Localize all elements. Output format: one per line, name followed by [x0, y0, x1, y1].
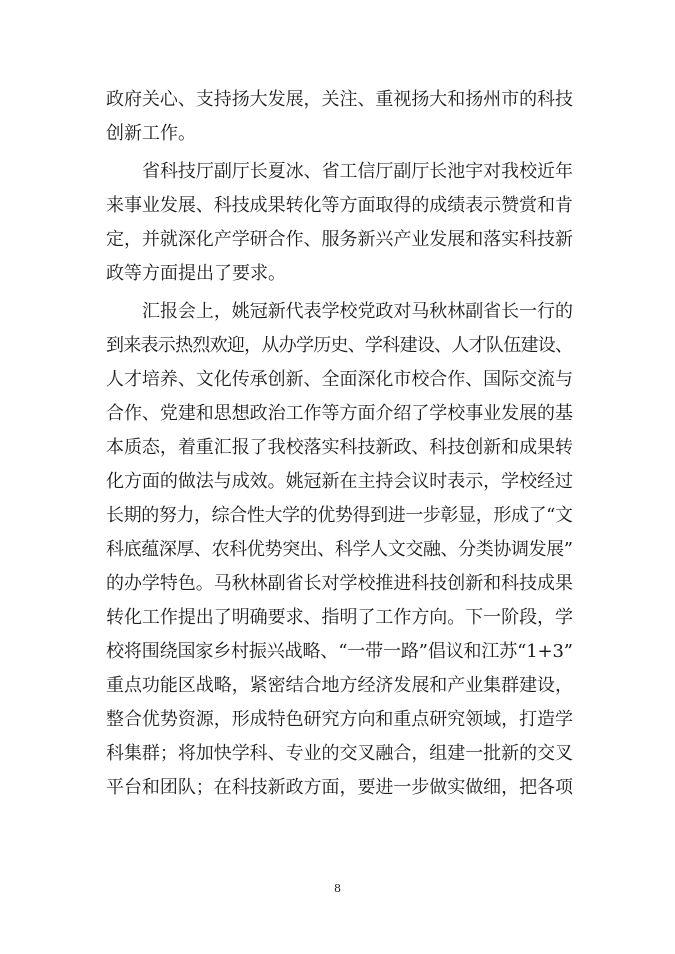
text-line [106, 601, 573, 635]
text-line [106, 533, 573, 567]
text-line-content: 创新工作。 [106, 123, 196, 144]
text-line [106, 223, 573, 257]
text-line [106, 155, 573, 189]
text-line-content: 汇报会上，姚冠新代表学校党政对马秋林副省长一行的 [142, 301, 573, 322]
text-line-content: 科底蕴深厚、农科优势突出、科学人文交融、分类协调发展” [106, 539, 573, 560]
text-line [106, 189, 573, 223]
text-line [106, 83, 573, 117]
text-line-content: 合作、党建和思想政治工作等方面介绍了学校事业发展的基 [106, 403, 573, 424]
text-line-content: 化方面的做法与成效。姚冠新在主持会议时表示，学校经过 [106, 471, 573, 492]
text-line [106, 117, 573, 151]
text-line [106, 257, 573, 291]
paragraph [106, 295, 573, 805]
body-text [106, 83, 573, 809]
text-line-content: 平台和团队；在科技新政方面，要进一步做实做细，把各项 [106, 777, 573, 798]
text-line-content: 本质态，着重汇报了我校落实科技新政、科技创新和成果转 [106, 437, 573, 458]
text-line [106, 329, 573, 363]
text-line-content: 人才培养、文化传承创新、全面深化市校合作、国际交流与 [106, 369, 573, 390]
text-line [106, 737, 573, 771]
text-line-content: 整合优势资源，形成特色研究方向和重点研究领域，打造学 [106, 709, 573, 730]
text-line-content: 政府关心、支持扬大发展，关注、重视扬大和扬州市的科技 [106, 89, 573, 110]
page-number: 8 [334, 882, 341, 895]
text-line [106, 635, 573, 669]
text-line-content: 校将围绕国家乡村振兴战略、“一带一路”倡议和江苏“1+3” [106, 641, 573, 662]
text-line [106, 397, 573, 431]
paragraph [106, 83, 573, 151]
text-line [106, 669, 573, 703]
text-line-content: 长期的努力，综合性大学的优势得到进一步彰显，形成了“文 [106, 505, 573, 526]
text-line [106, 499, 573, 533]
text-line [106, 703, 573, 737]
text-line-content: 转化工作提出了明确要求、指明了工作方向。下一阶段，学 [106, 607, 573, 628]
text-line-content: 科集群；将加快学科、专业的交叉融合，组建一批新的交叉 [106, 743, 573, 764]
text-line-content: 来事业发展、科技成果转化等方面取得的成绩表示赞赏和肯 [106, 195, 573, 216]
text-line [106, 295, 573, 329]
text-line [106, 431, 573, 465]
text-line [106, 567, 573, 601]
text-line-content: 的办学特色。马秋林副省长对学校推进科技创新和科技成果 [106, 573, 573, 594]
text-line [106, 771, 573, 805]
text-line-content: 重点功能区战略，紧密结合地方经济发展和产业集群建设， [106, 675, 573, 696]
text-line-content: 省科技厅副厅长夏冰、省工信厅副厅长池宇对我校近年 [142, 161, 573, 182]
text-line [106, 465, 573, 499]
text-line-content: 定，并就深化产学研合作、服务新兴产业发展和落实科技新 [106, 229, 573, 250]
paragraph [106, 155, 573, 291]
text-line-content: 到来表示热烈欢迎，从办学历史、学科建设、人才队伍建设、 [106, 335, 573, 356]
text-line [106, 363, 573, 397]
text-line-content: 政等方面提出了要求。 [106, 263, 286, 284]
